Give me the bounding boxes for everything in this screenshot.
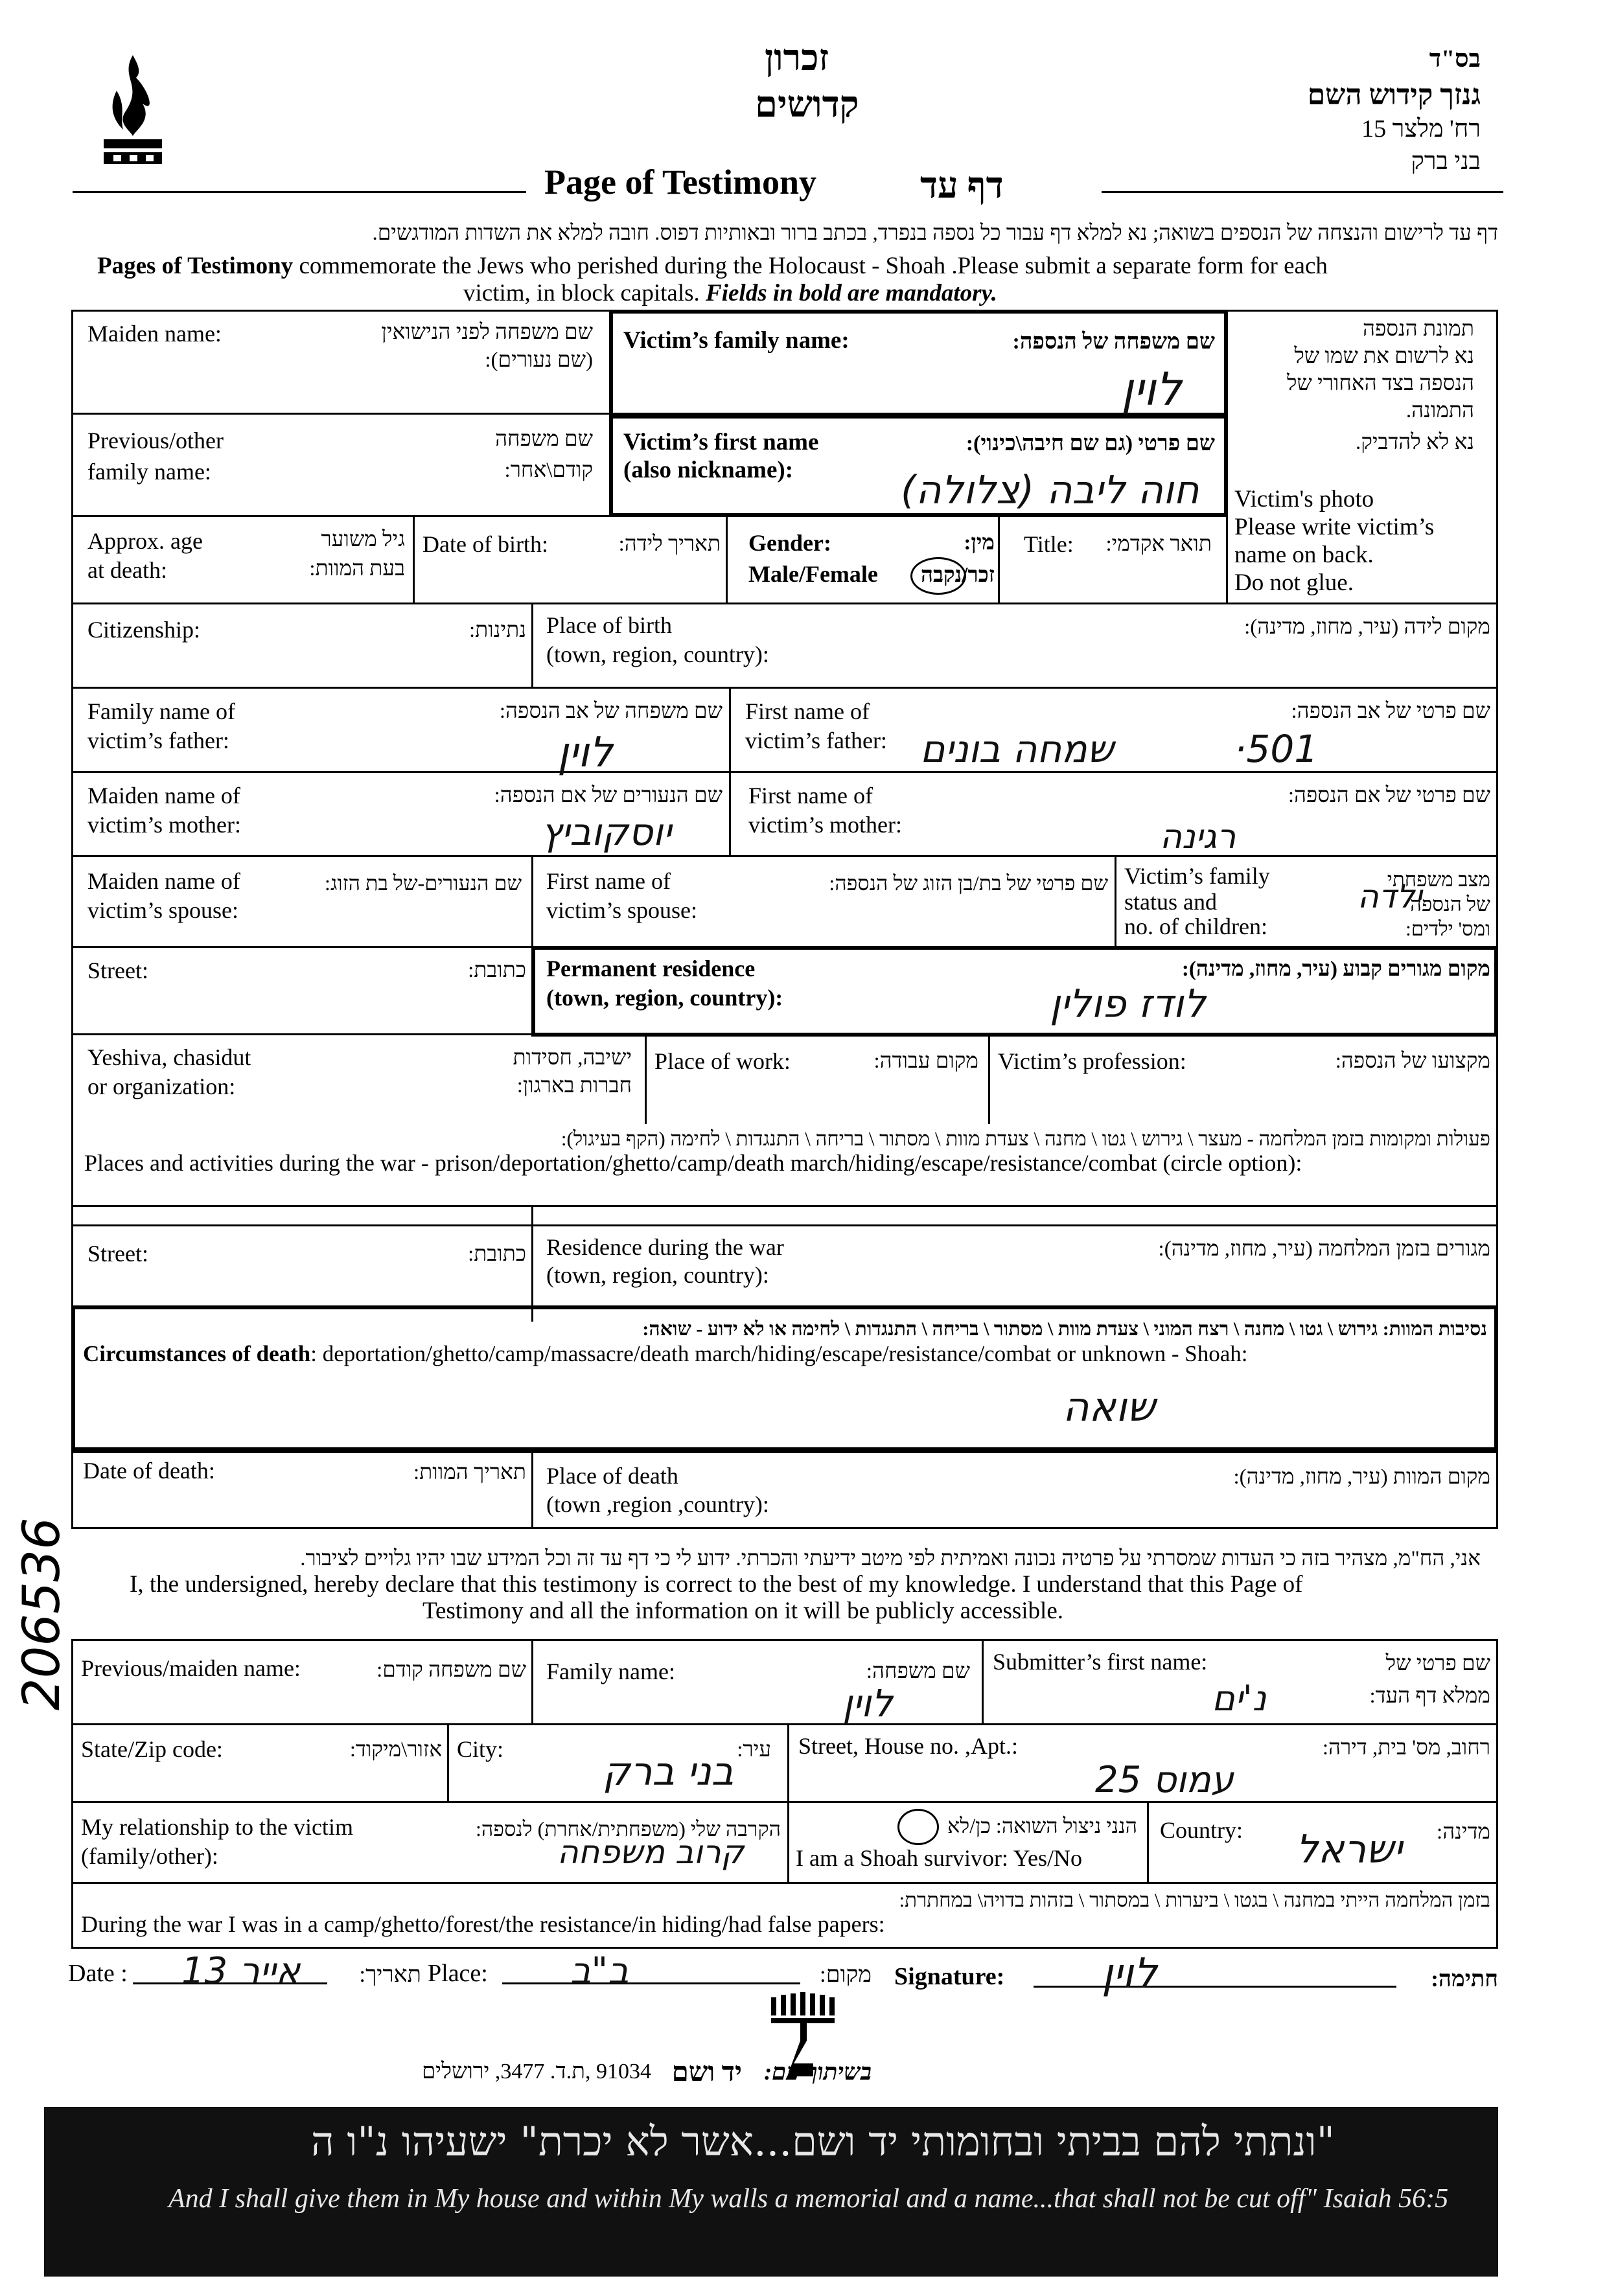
circumstances-label-rest: : deportation/ghetto/camp/massacre/death march/hiding/escape/resistance/combat or unknown - Shoah: <box>310 1341 1248 1366</box>
place-of-death-label-he: מקום המוות (עיר, מחוז, מדינה): <box>1233 1465 1490 1489</box>
page-stamp-number: 206536 <box>13 1517 71 1710</box>
signature-line <box>1034 1986 1396 1988</box>
relationship-label2: (family/other): <box>81 1843 218 1869</box>
survivor-no-circle <box>897 1809 939 1845</box>
yad-vashem-address: 91034 ,ת.ד. 3477, ירושלים <box>421 2060 651 2084</box>
date-label: Date : <box>68 1960 128 1987</box>
declaration-he: אני, הח"מ, מצהיר בזה כי העדות שמסרתי על פרטיה נכונה ואמיתית לפי מיטב ידיעתי והכרתי. ידוע לי כי דף עד זה וכל המידע שבו יהיו גלויים לציבור. <box>300 1547 1481 1570</box>
header-rule-right <box>1102 191 1503 193</box>
row-sep <box>71 1224 1498 1226</box>
spouse-first-name-label2: victim’s spouse: <box>546 897 697 923</box>
war-activities-label: Places and activities during the war - prison/deportation/ghetto/camp/death march/hiding/escape/resistance/combat (circle option): <box>84 1150 1302 1176</box>
photo-instructions-he2: נא לרשום את שמו של <box>1294 345 1474 368</box>
submitter-family-name-value: לוין <box>842 1681 893 1725</box>
father-family-name-label2: victim’s father: <box>87 728 229 753</box>
maiden-name-label-he2: (שם נעורים): <box>485 349 593 372</box>
war-residence-label2: (town, region, country): <box>546 1262 769 1288</box>
date-of-birth-label: Date of birth: <box>422 531 548 557</box>
mother-maiden-name-label-he: שם הנעורים של אם הנספה: <box>494 784 723 807</box>
banner-quote-en: And I shall give them in My house and within My walls a memorial and a name...that shall not be cut off" Isaiah 56:5 <box>168 2184 1449 2214</box>
submitter-family-name-label-he: שם משפחה: <box>866 1660 970 1683</box>
gender-options: Male/Female <box>748 561 878 587</box>
mother-first-name-label-he: שם פרטי של אם הנספה: <box>1288 784 1490 807</box>
gender-label: Gender: <box>748 530 831 556</box>
victim-family-name-label: Victim’s family name: <box>623 327 850 354</box>
submitter-family-name-label: Family name: <box>546 1659 675 1684</box>
ganzach-street: רח' מלצר 15 <box>1361 115 1481 143</box>
citizenship-label-he: נתינות: <box>469 619 526 642</box>
submitter-first-name-value: נ'ים <box>1212 1678 1267 1719</box>
previous-family-name-label-he: שם משפחה <box>495 428 593 451</box>
declaration-en2: Testimony and all the information on it will be publicly accessible. <box>422 1598 1063 1624</box>
place-of-birth-label-he: מקום לידה (עיר, מחוז, מדינה): <box>1244 615 1490 639</box>
submitter-first-name-label-he: שם פרטי של <box>1385 1652 1490 1675</box>
row-sep <box>71 1882 1498 1884</box>
circumstances-label-bold: Circumstances of death <box>83 1341 311 1366</box>
father-first-name-mark: ·501 <box>1234 727 1319 771</box>
ganzach-city: בני ברק <box>1411 148 1481 175</box>
maiden-name-label-he: שם משפחה לפני הנישואין <box>381 321 593 344</box>
permanent-residence-label-he: מקום מגורים קבוע (עיר, מחוז, מדינה): <box>1181 958 1490 981</box>
relationship-label-he: הקרבה שלי (משפחתית/אחרת) לנספה: <box>475 1817 781 1841</box>
yeshiva-label-he2: חברות בארגון: <box>516 1074 632 1097</box>
country-value: ישראל <box>1296 1827 1403 1872</box>
spouse-maiden-name-label: Maiden name of <box>87 868 240 894</box>
date-label-he: תאריך: <box>359 1962 421 1987</box>
victim-first-name-value: חוה ליבה (צלולה) <box>901 468 1199 513</box>
col-sep <box>531 603 533 687</box>
col-sep <box>988 1033 990 1124</box>
survivor-label: I am a Shoah survivor: Yes/No <box>796 1845 1082 1871</box>
citizenship-label: Citizenship: <box>87 617 200 643</box>
title-label-he: תואר אקדמי: <box>1105 533 1212 556</box>
country-label: Country: <box>1160 1817 1243 1843</box>
age-at-death-label: Approx. age <box>87 528 203 554</box>
mother-first-name-label2: victim’s mother: <box>748 812 902 838</box>
signature-label-he: חתימה: <box>1431 1966 1498 1992</box>
zichron-title: זכרון <box>765 38 829 78</box>
row-sep <box>71 1205 1498 1207</box>
submitter-street-label: Street, House no. ,Apt.: <box>798 1733 1018 1759</box>
photo-instructions-en4: Do not glue. <box>1234 569 1354 596</box>
father-family-name-value: לוין <box>557 729 613 777</box>
spouse-first-name-label: First name of <box>546 868 671 894</box>
circumstances-label-he: נסיבות המוות: גירוש \ גטו \ מחנה \ רצח המוני \ צעדת מוות \ מסתור \ בריחה \ התנגדות \ לחימה או לא ידוע - שואה: <box>642 1318 1487 1340</box>
intro-en-line1 <box>97 253 1328 281</box>
permanent-residence-label2: (town, region, country): <box>546 985 783 1011</box>
place-of-birth-label: Place of birth <box>546 612 672 638</box>
photo-instructions-he3: הנספה בצד האחורי של <box>1287 372 1474 395</box>
photo-instructions-he5: נא לא להדביק. <box>1355 431 1474 454</box>
col-sep <box>531 855 533 946</box>
col-sep <box>1115 855 1116 946</box>
row-sep <box>71 1801 1498 1803</box>
city-label: City: <box>457 1736 504 1762</box>
place-of-death-label2: (town ,region ,country): <box>546 1491 769 1517</box>
cooperation-label-he: בשיתוף עם: <box>764 2059 872 2085</box>
col-sep <box>787 1801 789 1882</box>
col-sep <box>531 1451 533 1529</box>
yad-vashem-name-he: יד ושם <box>671 2058 742 2087</box>
war-street-label-he: כתובת: <box>468 1243 526 1266</box>
permanent-residence-value: לודז פולין <box>1050 982 1206 1027</box>
street-label: Street: <box>87 958 148 983</box>
during-war-label-he: בזמן המלחמה הייתי במחנה \ בגטו \ ביערות \ במסתור \ בזהות בדויה\ במחתרת: <box>899 1888 1490 1911</box>
intro-en-bold: Pages of Testimony <box>97 253 294 279</box>
spouse-first-name-label-he: שם פרטי של בת/בן הזוג של הנספה: <box>829 871 1108 895</box>
place-line <box>502 1982 800 1984</box>
photo-instructions-he4: התמונה. <box>1405 399 1474 422</box>
col-sep <box>447 1723 449 1801</box>
zip-code-label: State/Zip code: <box>81 1736 223 1762</box>
intro-he: דף עד לרישום והנצחה של הנספים בשואה; נא למלא דף עבור כל נספה בנפרד, בכתב ברור ובאותיות דפוס. חובה למלא את השדות המודגשים. <box>372 222 1498 245</box>
father-first-name-label2: victim’s father: <box>745 728 887 753</box>
submitter-prev-name-label-he: שם משפחה קודם: <box>376 1659 526 1682</box>
family-status-label3: no. of children: <box>1124 913 1267 939</box>
family-status-label: Victim’s family <box>1124 863 1270 889</box>
place-of-death-label: Place of death <box>546 1463 678 1489</box>
col-sep <box>726 515 728 603</box>
spouse-maiden-name-label2: victim’s spouse: <box>87 897 238 923</box>
circumstances-label <box>83 1341 1247 1367</box>
father-first-name-value: שמחה בונים <box>920 727 1114 771</box>
gender-female-circle <box>910 557 966 595</box>
permanent-residence-label: Permanent residence <box>546 956 756 982</box>
col-sep <box>998 515 1000 603</box>
war-activities-label-he: פעולות ומקומות בזמן המלחמה - מעצר \ גירוש \ גטו \ מחנה \ צעדת מוות \ מסתור \ בריחה \ התנגדות \ לחימה (הקף בעיגול): <box>561 1127 1490 1150</box>
family-status-label-he: מצב משפחתי <box>1387 868 1490 891</box>
previous-family-name-label: Previous/other <box>87 428 224 453</box>
father-family-name-label: Family name of <box>87 698 235 724</box>
date-of-birth-label-he: תאריך לידה: <box>618 533 721 556</box>
victim-profession-label: Victim’s profession: <box>998 1048 1186 1074</box>
relationship-value: קרוב משפחה <box>557 1833 745 1871</box>
yeshiva-label-he: ישיבה, חסידות <box>513 1046 632 1070</box>
row-sep <box>71 687 1498 689</box>
submitter-street-label-he: רחוב, מס' בית, דירה: <box>1322 1736 1490 1760</box>
place-label: Place: <box>428 1960 488 1987</box>
date-of-death-label-he: תאריך המוות: <box>413 1461 526 1484</box>
victim-first-name-label: Victim’s first name <box>623 429 819 455</box>
banner-quote-he: "ונתתי להם בביתי ובחומותי יד ושם...אשר לא יכרת" ישעיהו נ"ו ה <box>311 2118 1335 2165</box>
place-value: ב"ב <box>570 1950 629 1992</box>
yeshiva-label: Yeshiva, chasidut <box>87 1044 251 1070</box>
submitter-prev-name-label: Previous/maiden name: <box>81 1655 301 1681</box>
intro-en2: victim, in block capitals. <box>463 280 706 306</box>
submitter-first-name-label: Submitter’s first name: <box>993 1649 1208 1675</box>
col-sep <box>645 1033 647 1124</box>
survivor-label-he: הנני ניצול השואה: כן/לא <box>947 1814 1137 1837</box>
kedoshim-title: קדושים <box>755 85 859 125</box>
previous-family-name-label2: family name: <box>87 459 211 485</box>
place-of-work-label: Place of work: <box>654 1048 791 1074</box>
age-at-death-label-he2: בעת המוות: <box>309 557 405 580</box>
mother-first-name-label: First name of <box>748 783 873 809</box>
place-label-he: מקום: <box>820 1962 872 1987</box>
mother-maiden-name-value: יוסקוביץ <box>541 810 672 854</box>
family-status-value: ילדה <box>1358 878 1422 915</box>
row-sep <box>71 413 610 415</box>
victim-family-name-label-he: שם משפחה של הנספה: <box>1012 330 1215 354</box>
family-status-label-he2: של הנספה <box>1410 893 1490 915</box>
war-residence-label: Residence during the war <box>546 1234 784 1260</box>
col-sep <box>413 515 415 603</box>
father-family-name-label-he: שם משפחה של אב הנספה: <box>499 700 723 723</box>
page-title-he: דף עד <box>920 166 1004 206</box>
during-war-label: During the war I was in a camp/ghetto/forest/the resistance/in hiding/had false papers: <box>81 1911 885 1937</box>
country-label-he: מדינה: <box>1437 1820 1490 1844</box>
row-sep <box>71 603 1498 604</box>
zip-code-label-he: אזור\מיקוד: <box>349 1738 442 1762</box>
family-status-label2: status and <box>1124 889 1217 915</box>
age-at-death-label2: at death: <box>87 557 167 583</box>
signature-label: Signature: <box>894 1963 1005 1990</box>
photo-instructions-en3: name on back. <box>1234 542 1374 568</box>
father-first-name-label-he: שם פרטי של אב הנספה: <box>1291 700 1490 723</box>
place-of-work-label-he: מקום עבודה: <box>873 1050 978 1073</box>
header-rule-left <box>73 191 526 193</box>
intro-en-line2 <box>463 280 997 308</box>
title-label: Title: <box>1024 531 1074 557</box>
bsd-mark: בס"ד <box>1429 45 1481 73</box>
gender-options-he: זכר/נקבה <box>921 564 995 587</box>
previous-family-name-label-he2: קודם\אחר: <box>504 459 593 482</box>
spouse-maiden-name-label-he: שם הנעורים-של בת הזוג: <box>325 871 522 895</box>
mother-maiden-name-label: Maiden name of <box>87 783 240 809</box>
date-value: 13 אייר <box>181 1950 301 1992</box>
relationship-label: My relationship to the victim <box>81 1814 353 1840</box>
mother-first-name-value: רגינה <box>1160 818 1236 856</box>
street-label-he: כתובת: <box>468 959 526 982</box>
col-sep <box>982 1639 984 1723</box>
victim-first-name-label-he: שם פרטי (גם שם חיבה\כינוי): <box>965 431 1215 455</box>
war-residence-label-he: מגורים בזמן המלחמה (עיר, מחוז, מדינה): <box>1158 1237 1490 1261</box>
city-value: בני ברק <box>603 1749 734 1795</box>
victim-first-name-label2: (also nickname): <box>623 457 794 483</box>
row-sep <box>71 771 1498 773</box>
page-title-en: Page of Testimony <box>544 163 817 201</box>
circumstances-value: שואה <box>1063 1383 1155 1430</box>
family-status-label-he3: ומס' ילדים: <box>1405 917 1490 940</box>
col-sep <box>531 1639 533 1723</box>
col-sep <box>729 687 731 855</box>
signature-value: לוין <box>1102 1950 1157 1998</box>
maiden-name-label: Maiden name: <box>87 321 222 347</box>
victim-family-name-value: לוין <box>1121 363 1182 416</box>
war-street-label: Street: <box>87 1241 148 1267</box>
col-sep <box>787 1723 789 1801</box>
gender-label-he: מין: <box>964 531 995 555</box>
city-label-he: עיר: <box>737 1738 771 1762</box>
yeshiva-label2: or organization: <box>87 1073 236 1099</box>
photo-instructions-en1: Victim's photo <box>1234 486 1374 512</box>
place-of-birth-label2: (town, region, country): <box>546 641 769 667</box>
date-of-death-label: Date of death: <box>83 1458 215 1484</box>
father-first-name-label: First name of <box>745 698 870 724</box>
victim-profession-label-he: מקצועו של הנספה: <box>1335 1050 1490 1073</box>
declaration-en1: I, the undersigned, hereby declare that this testimony is correct to the best of my knowledge. I understand that this Page of <box>130 1571 1303 1598</box>
submitter-first-name-label-he2: ממלא דף העד: <box>1369 1684 1490 1708</box>
photo-instructions-en2: Please write victim’s <box>1234 514 1435 540</box>
age-at-death-label-he: גיל משוער <box>321 528 405 551</box>
mother-maiden-name-label2: victim’s mother: <box>87 812 241 838</box>
col-sep <box>1147 1801 1149 1882</box>
row-sep <box>71 1451 1498 1453</box>
row-sep <box>71 1723 1498 1725</box>
ganzach-name: גנזך קידוש השם <box>1307 79 1481 111</box>
photo-instructions-he1: תמונת הנספה <box>1363 317 1474 341</box>
ganzach-logo <box>97 52 168 168</box>
col-sep <box>531 1205 533 1322</box>
intro-en-rest: commemorate the Jews who perished during the Holocaust - Shoah .Please submit a separate form for each <box>293 253 1328 279</box>
intro-en2-bold: Fields in bold are mandatory. <box>706 280 997 306</box>
submitter-street-value: עמוס 25 <box>1095 1759 1234 1801</box>
row-sep <box>71 855 1498 857</box>
